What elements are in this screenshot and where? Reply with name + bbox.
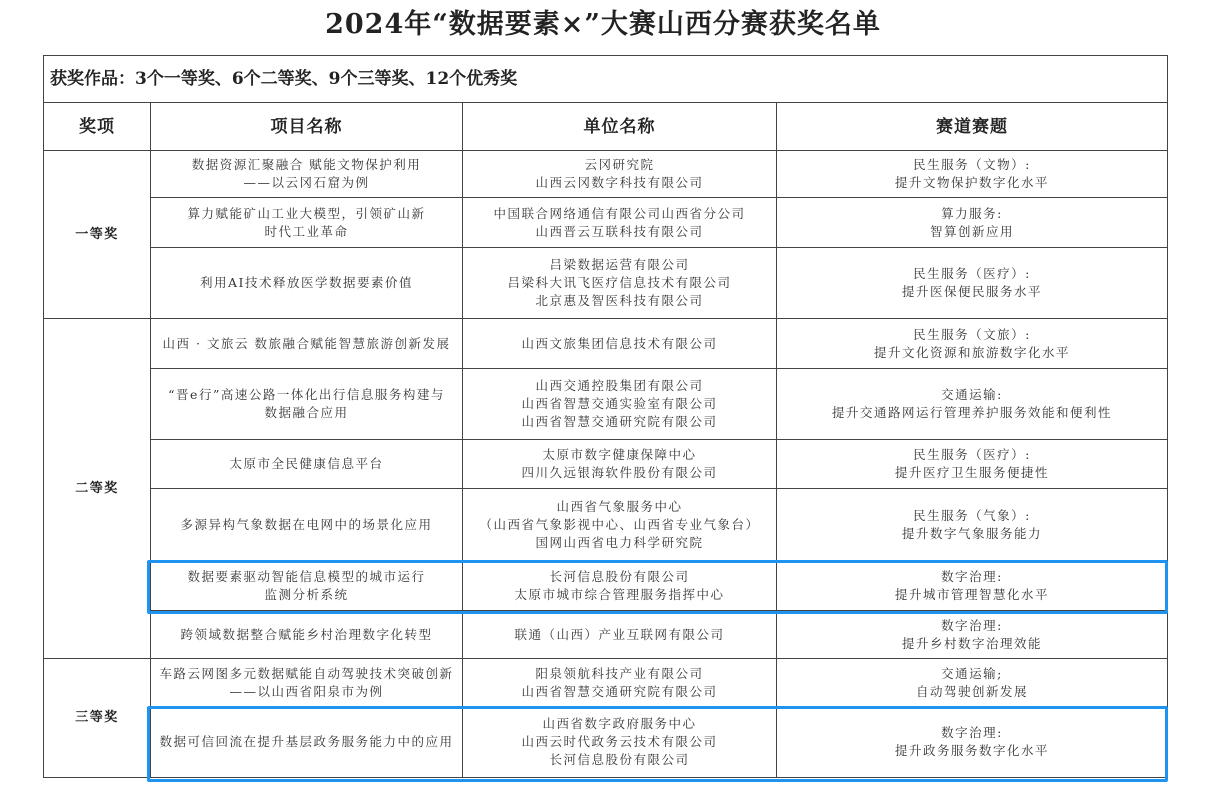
track-topic-line: 数字治理: [941,617,1003,633]
unit-name-line: 山西省气象服务中心 [556,498,683,514]
project-name-line: 利用AI技术释放医学数据要素价值 [200,275,413,290]
table-row [44,659,1168,707]
project-name [151,440,463,489]
unit-name-line: 山西晋云互联科技有限公司 [535,223,704,239]
unit-name-line: 联通（山西）产业互联网有限公司 [514,626,725,642]
track-topic [777,151,1168,198]
track-topic [777,369,1168,440]
track-topic-line: 提升数字气象服务能力 [902,525,1043,541]
track-topic [777,198,1168,248]
header-award: 奖项 [44,103,151,151]
track-topic-line: 民生服务（医疗）: [913,266,1031,281]
unit-name-line: 中国联合网络通信有限公司山西省分公司 [493,205,746,221]
unit-name-line: 长河信息股份有限公司 [549,568,690,584]
track-topic-line: 提升文化资源和旅游数字化水平 [874,344,1071,360]
track-topic-line: 提升乡村数字治理效能 [902,635,1043,651]
project-name [151,489,463,561]
track-topic-line: 提升政务服务数字化水平 [895,743,1050,758]
unit-name [463,561,777,611]
project-name-line: ——以云冈石窟为例 [243,175,370,190]
unit-name-line: 山西云时代政务云技术有限公司 [521,734,718,749]
track-topic-line: 自动驾驶创新发展 [916,683,1029,699]
track-topic-line: 提升文物保护数字化水平 [895,175,1050,190]
unit-name-line: 山西省智慧交通研究院有限公司 [521,414,718,429]
track-topic-line: 民生服务（气象）: [913,507,1031,523]
award-level: 一等奖 [44,151,151,319]
track-topic-line: 算力服务: [941,205,1003,221]
table-row [44,440,1168,489]
project-name-line: 山西 · 文旅云 数旅融合赋能智慧旅游创新发展 [162,335,451,351]
project-name [151,319,463,369]
unit-name [463,198,777,248]
unit-name-line: 长河信息股份有限公司 [549,752,690,767]
unit-name-line: 吕梁数据运营有限公司 [549,257,690,272]
unit-name-line: 山西省智慧交通实验室有限公司 [521,396,718,411]
award-table [43,55,1168,778]
unit-name-line: 北京惠及智医科技有限公司 [535,293,704,308]
track-topic [777,659,1168,707]
table-row [44,151,1168,198]
table-row [44,369,1168,440]
project-name [151,707,463,778]
project-name-line: 太原市全民健康信息平台 [229,456,384,471]
unit-name [463,248,777,319]
track-topic-line: 提升交通路网运行管理养护服务效能和便利性 [832,405,1113,420]
track-topic-line: 提升医疗卫生服务便捷性 [895,465,1050,480]
project-name [151,151,463,198]
track-topic [777,248,1168,319]
award-level: 三等奖 [44,659,151,778]
table-row [44,611,1168,659]
header-row [44,103,1168,151]
track-topic-line: 民生服务（文旅）: [913,326,1031,342]
header-track: 赛道赛题 [777,103,1168,151]
project-name-line: 数据要素驱动智能信息模型的城市运行 [187,568,426,584]
unit-name-line: 山西云冈数字科技有限公司 [535,175,704,190]
track-topic-line: 数字治理: [941,568,1003,584]
table-row [44,248,1168,319]
project-name [151,369,463,440]
document-title: 2024年“数据要素×”大赛山西分赛获奖名单 [325,9,881,40]
unit-name-line: 太原市城市综合管理服务指挥中心 [514,586,725,602]
unit-name-line: 山西省数字政府服务中心 [542,716,697,731]
table-row [44,489,1168,561]
project-name [151,561,463,611]
unit-name [463,707,777,778]
track-topic-line: 交通运输: [941,387,1003,402]
unit-name-line: 国网山西省电力科学研究院 [535,534,704,550]
unit-name-line: 山西省智慧交通研究院有限公司 [521,683,718,699]
track-topic-line: 数字治理: [941,725,1003,740]
table-row [44,319,1168,369]
award-table-container [43,55,1167,778]
project-name-line: 车路云网图多元数据赋能自动驾驶技术突破创新 [159,665,454,681]
unit-name [463,659,777,707]
unit-name [463,489,777,561]
track-topic-line: 民生服务（文物）: [913,157,1031,172]
project-name [151,611,463,659]
header-project: 项目名称 [151,103,463,151]
award-level: 二等奖 [44,319,151,659]
project-name [151,198,463,248]
summary-text: 获奖作品：3个一等奖、6个二等奖、9个三等奖、12个优秀奖 [44,56,1168,103]
table-row [44,198,1168,248]
unit-name [463,369,777,440]
track-topic [777,319,1168,369]
unit-name [463,319,777,369]
project-name-line: 跨领域数据整合赋能乡村治理数字化转型 [180,626,433,642]
unit-name-line: 太原市数字健康保障中心 [542,447,697,462]
header-unit: 单位名称 [463,103,777,151]
project-name-line: 时代工业革命 [264,223,349,239]
table-row [44,707,1168,778]
project-name [151,248,463,319]
track-topic [777,489,1168,561]
unit-name [463,611,777,659]
unit-name-line: 四川久远银海软件股份有限公司 [521,465,718,480]
project-name-line: 数据资源汇聚融合 赋能文物保护利用 [191,157,422,172]
table-row [44,561,1168,611]
track-topic [777,611,1168,659]
track-topic-line: 智算创新应用 [930,223,1015,239]
unit-name-line: 阳泉领航科技产业有限公司 [535,665,704,681]
unit-name [463,440,777,489]
project-name-line: 算力赋能矿山工业大模型，引领矿山新 [187,205,426,221]
project-name-line: “晋e行”高速公路一体化出行信息服务构建与 [168,387,445,402]
track-topic [777,707,1168,778]
track-topic [777,440,1168,489]
project-name-line: 监测分析系统 [264,586,349,602]
project-name-line: ——以山西省阳泉市为例 [229,683,384,699]
project-name [151,659,463,707]
track-topic-line: 交通运输; [941,665,1003,681]
project-name-line: 多源异构气象数据在电网中的场景化应用 [180,516,433,532]
project-name-line: 数据融合应用 [264,405,349,420]
unit-name [463,151,777,198]
track-topic-line: 提升城市管理智慧化水平 [895,586,1050,602]
track-topic-line: 民生服务（医疗）: [913,447,1031,462]
unit-name-line: 云冈研究院 [584,157,655,172]
unit-name-line: 吕梁科大讯飞医疗信息技术有限公司 [507,275,732,290]
track-topic-line: 提升医保便民服务水平 [902,284,1043,299]
unit-name-line: （山西省气象影视中心、山西省专业气象台） [479,516,760,532]
track-topic [777,561,1168,611]
project-name-line: 数据可信回流在提升基层政务服务能力中的应用 [159,734,454,749]
unit-name-line: 山西文旅集团信息技术有限公司 [521,335,718,351]
summary-row [44,56,1168,103]
unit-name-line: 山西交通控股集团有限公司 [535,378,704,393]
